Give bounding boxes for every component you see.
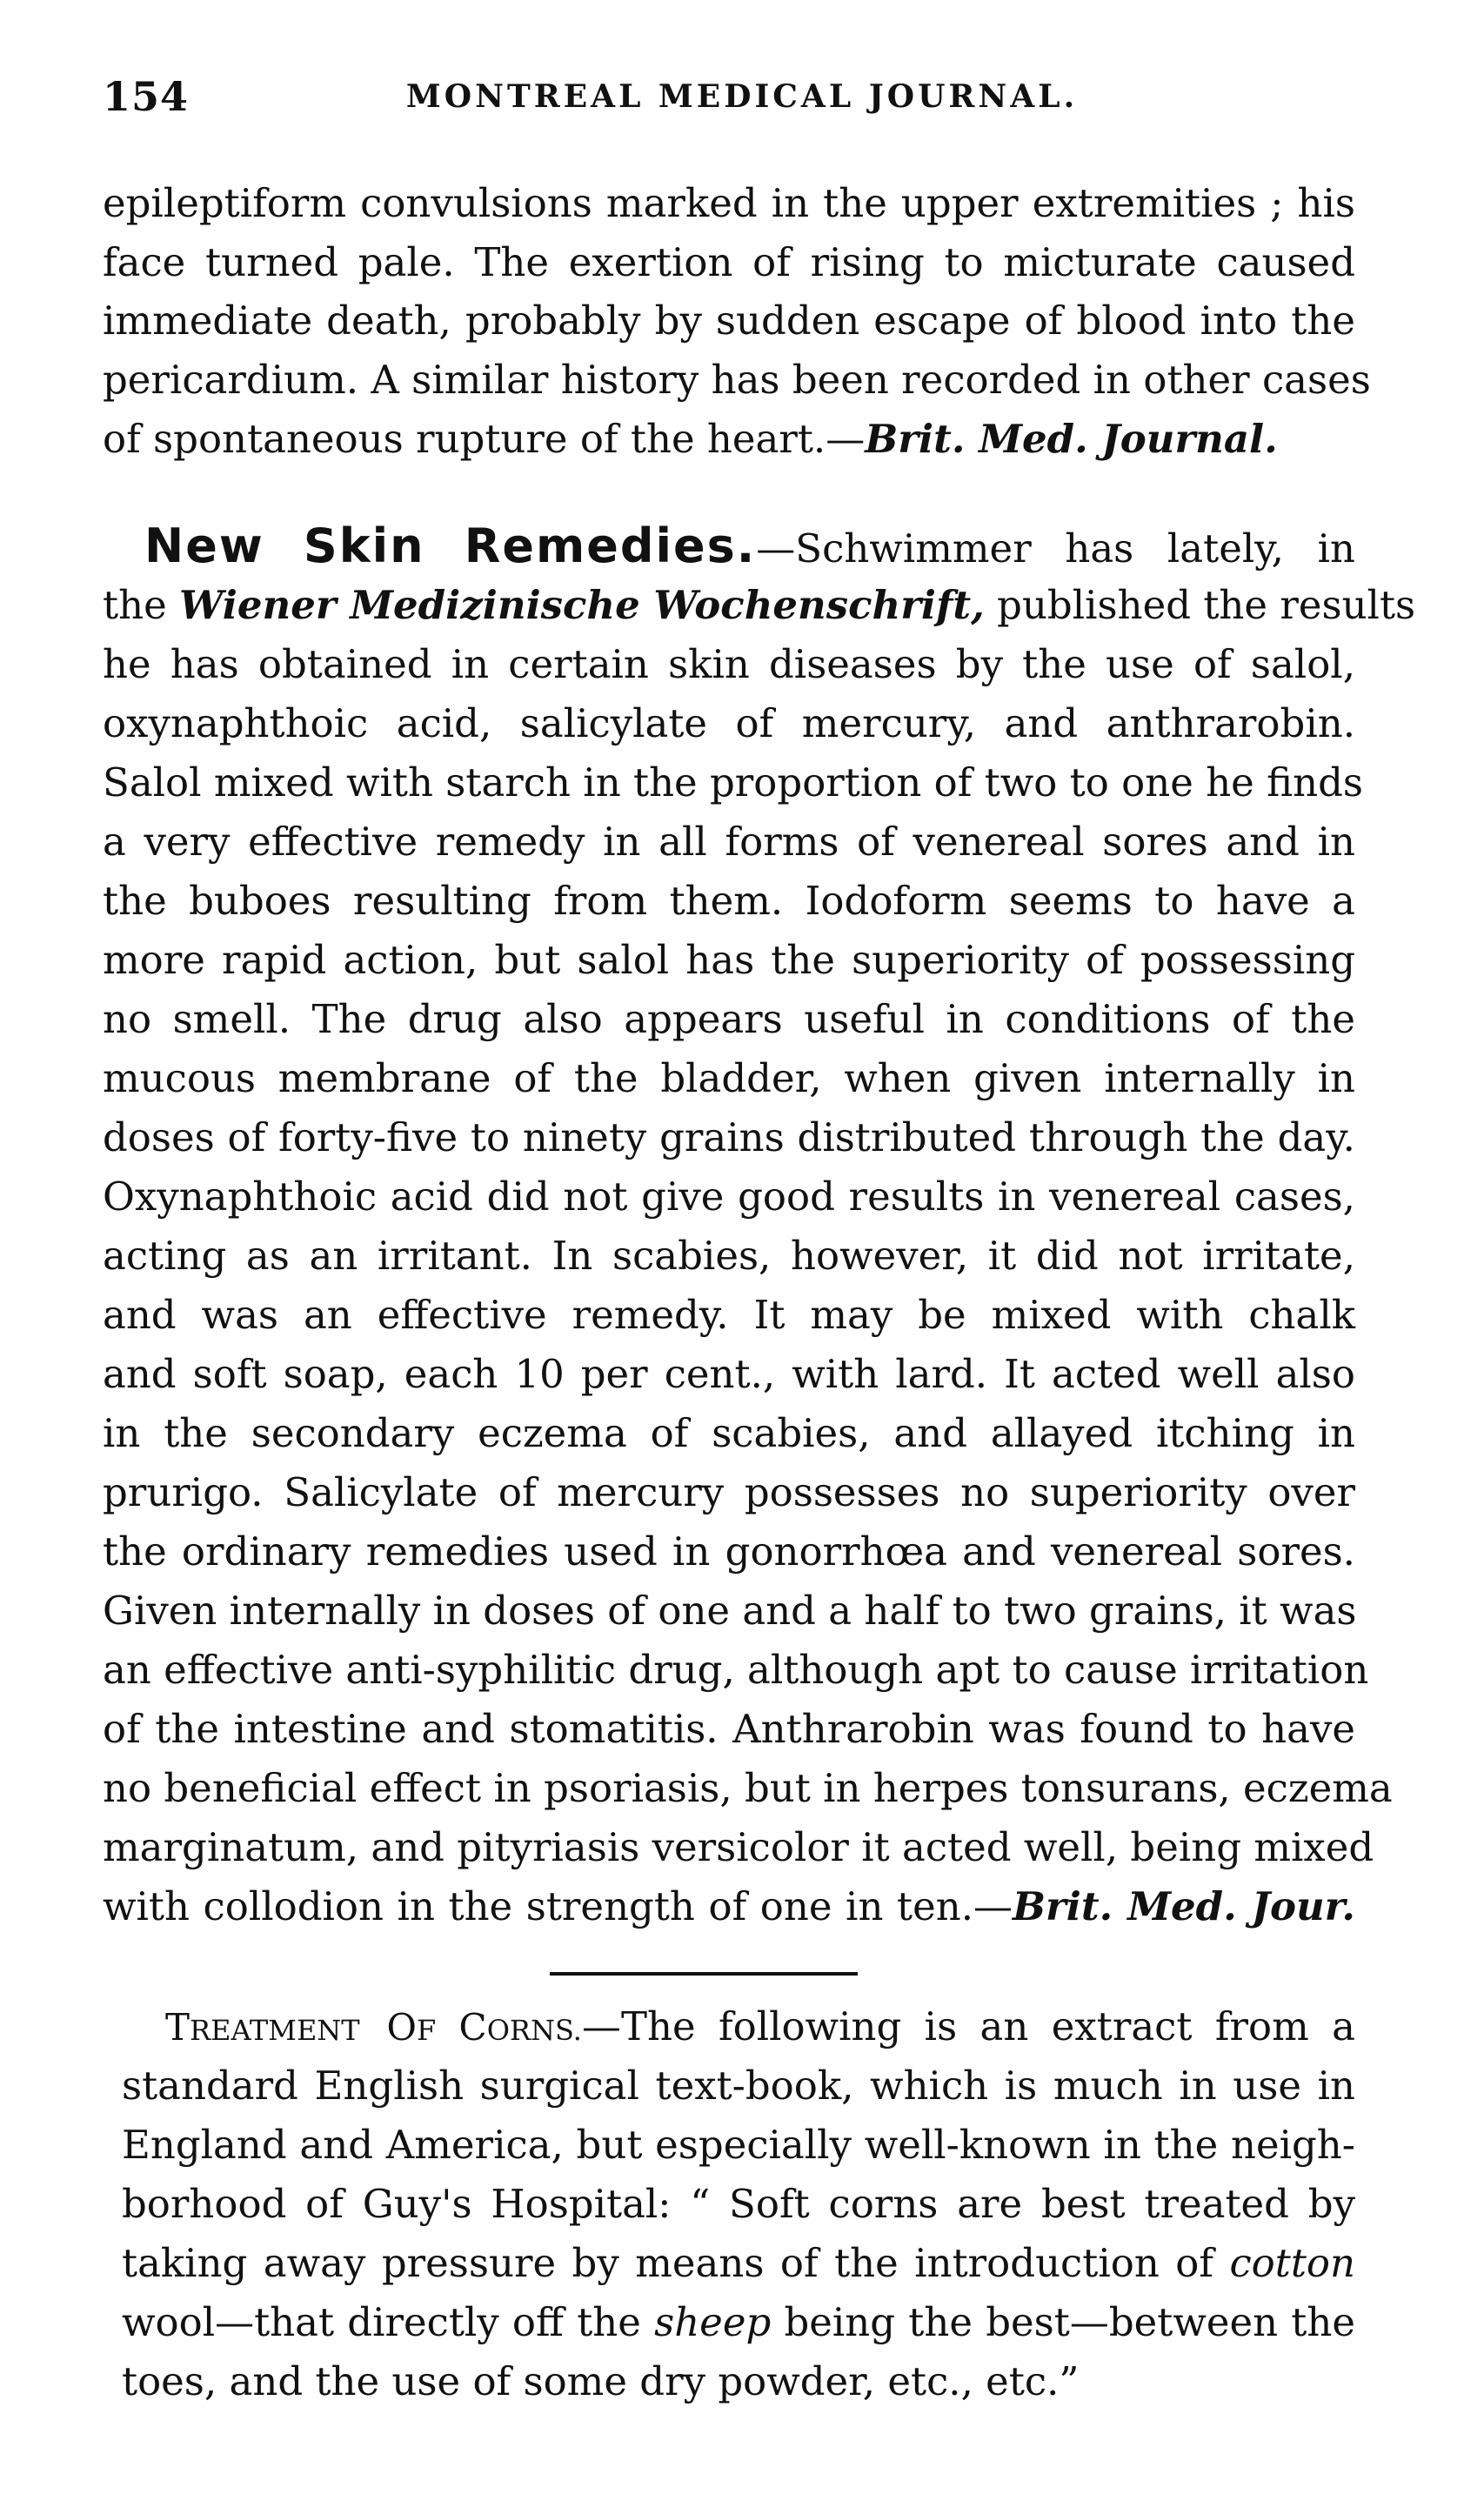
text-line: and soft soap, each 10 per cent., with lard. It acted well also [103,1351,1355,1397]
line-text: taking away pressure by means of the introduction of [122,2240,1230,2286]
text-line [122,2298,1355,2350]
text-line: and was an effective remedy. It may be mixed with chalk [103,1292,1355,1338]
text-line: epileptiform convulsions marked in the upper extremities ; his [103,180,1355,226]
text-line [144,518,1355,574]
text-line: acting as an irritant. In scabies, however, it did not irritate, [103,1233,1355,1279]
emphasis: cotton [1229,2240,1355,2286]
text-line: borhood of Guy's Hospital: “ Soft corns are best treated by [122,2181,1355,2227]
text-line: the buboes resulting from them. Iodoform seems to have a [103,878,1355,924]
citation: Brit. Med. Journal. [865,416,1278,462]
text-line: mucous membrane of the bladder, when given internally in [103,1055,1355,1101]
text-line: Oxynaphthoic acid did not give good results in venereal cases, [103,1173,1355,1220]
text-line: Salol mixed with starch in the proportion of two to one he finds [103,759,1364,806]
line-text: of spontaneous rupture of the heart.— [103,416,866,462]
section-divider [550,1972,858,1976]
text-line: no beneficial effect in psoriasis, but in herpes tonsurans, eczema [103,1765,1393,1811]
line-text: with collodion in the strength of one in ten.— [103,1883,1013,1929]
running-head [103,73,1381,125]
line-text: the [103,582,180,628]
text-line: Given internally in doses of one and a half to two grains, it was [103,1588,1357,1634]
text-line: oxynaphthoic acid, salicylate of mercury, and anthrarobin. [103,700,1355,746]
text-line: England and America, but especially well-known in the neigh- [122,2122,1355,2168]
text-line [103,415,1278,467]
text-line: immediate death, probably by sudden escape of blood into the [103,298,1355,344]
text-line: toes, and the use of some dry powder, etc., etc.” [122,2358,1080,2404]
text-line: prurigo. Salicylate of mercury possesses no superiority over [103,1469,1355,1515]
text-line: in the secondary eczema of scabies, and allayed itching in [103,1410,1355,1456]
text-line: the ordinary remedies used in gonorrhœa and venereal sores. [103,1528,1355,1575]
citation: Brit. Med. Jour. [1013,1883,1355,1929]
text-line: a very effective remedy in all forms of venereal sores and in [103,819,1355,865]
text-line: no smell. The drug also appears useful in conditions of the [103,996,1355,1042]
text-line [165,2003,1355,2055]
text-line [103,1882,1355,1935]
line-text: being the best—between the [771,2299,1355,2345]
text-line: an effective anti-syphilitic drug, although apt to cause irritation [103,1647,1369,1693]
line-text: —The following is an extract from a [581,2003,1355,2049]
text-line: standard English surgical text-book, which is much in use in [122,2063,1355,2109]
journal-title: MONTREAL MEDICAL JOURNAL. [405,78,1079,115]
text-line: marginatum, and pityriasis versicolor it acted well, being mixed [103,1824,1374,1870]
emphasis: sheep [654,2299,772,2345]
line-text: published the results [984,582,1416,628]
page-number: 154 [103,73,190,120]
text-line: pericardium. A similar history has been recorded in other cases [103,357,1371,403]
text-line [122,2239,1355,2291]
article-heading: New Skin Remedies. [144,518,757,573]
text-line: of the intestine and stomatitis. Anthrarobin was found to have [103,1706,1355,1752]
text-line: more rapid action, but salol has the superiority of possessing [103,937,1355,983]
article-heading: TREATMENT OF CORNS. [165,2006,582,2049]
periodical-title: Wiener Medizinische Wochenschrift, [179,582,985,628]
text-line: face turned pale. The exertion of rising to micturate caused [103,239,1355,285]
text-line [103,581,1416,633]
line-text: wool—that directly off the [122,2299,655,2345]
text-line: he has obtained in certain skin diseases by the use of salol, [103,641,1355,687]
text-line: doses of forty-five to ninety grains distributed through the day. [103,1114,1355,1160]
line-text: —Schwimmer has lately, in [756,525,1355,572]
